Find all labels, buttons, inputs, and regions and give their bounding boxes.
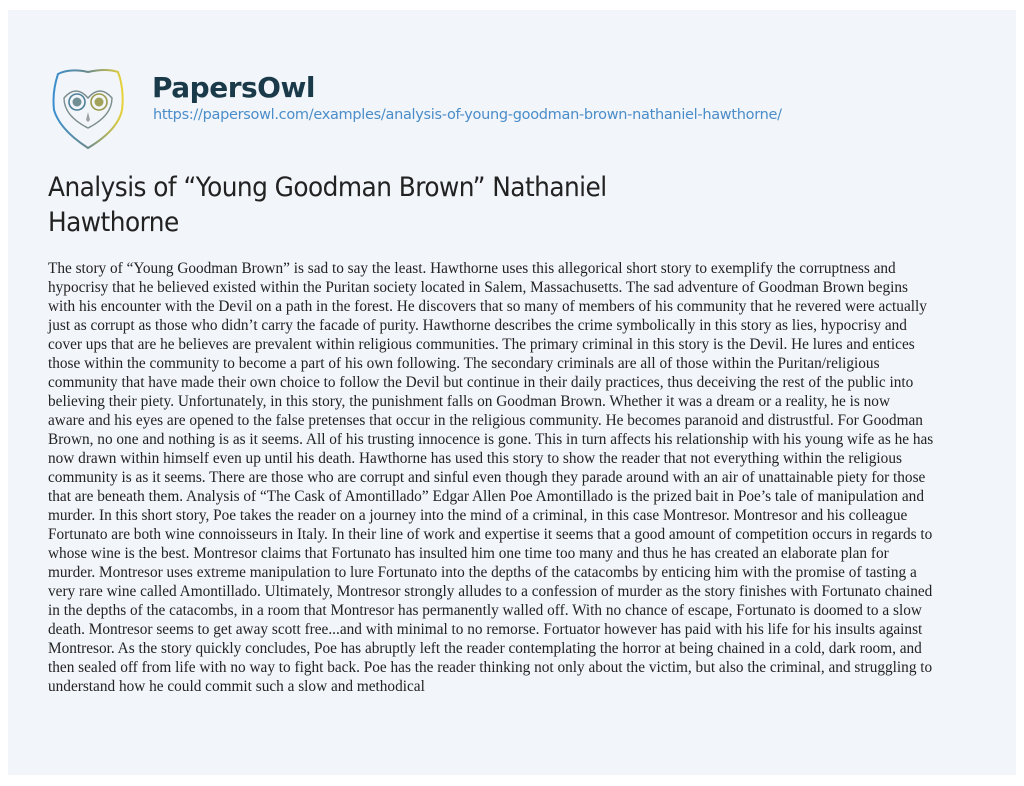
body-line: murder. In this short story, Poe takes the reader on a journey into the mind of a criminal, in this case Montresor. Montresor and his colleague bbox=[48, 507, 908, 524]
brand-name[interactable]: PapersOwl bbox=[152, 71, 315, 104]
body-line: just as corrupt as those who didn’t carry the facade of purity. Hawthorne describes the crime symbolically in this story as lies, hypocrisy and bbox=[48, 317, 907, 334]
body-line: murder. Montresor uses extreme manipulation to lure Fortunato into the depths of the catacombs by enticing him with the promise of tasting a bbox=[48, 564, 917, 581]
body-line: aware and his eyes are opened to the false pretenses that occur in the religious community. He becomes paranoid and distrustful. For Goodman bbox=[48, 412, 923, 429]
body-line: Fortunato are both wine connoisseurs in Italy. In their line of work and expertise it seems that a good amount of competition occurs in regards to bbox=[48, 526, 933, 543]
body-line: hypocrisy that he believed existed within the Puritan society located in Salem, Massachusetts. The sad adventure of Goodman Brown begins bbox=[48, 279, 908, 296]
document-title: Analysis of “Young Goodman Brown” Nathaniel Hawthorne bbox=[48, 172, 607, 238]
body-line: very rare wine called Amontillado. Ultimately, Montresor strongly alludes to a confession of murder as the story finishes with Fortunato chained bbox=[48, 583, 933, 600]
body-line: understand how he could commit such a slow and methodical bbox=[48, 678, 425, 695]
body-line: whose wine is the best. Montresor claims that Fortunato has insulted him one time too many and thus he has created an elaborate plan for bbox=[48, 545, 889, 562]
body-line: with his encounter with the Devil on a path in the forest. He discovers that so many of members of his community that he revered were actually bbox=[48, 298, 927, 315]
body-line: community that have made their own choice to follow the Devil but continue in their daily practices, thus deceiving the rest of the public into bbox=[48, 374, 914, 391]
body-line: The story of “Young Goodman Brown” is sad to say the least. Hawthorne uses this allegorical short story to exemplify the corruptness and bbox=[48, 260, 896, 277]
body-line: Brown, no one and nothing is as it seems. All of his trusting innocence is gone. This in turn affects his relationship with his young wife as he has bbox=[48, 431, 934, 448]
body-line: in the depths of the catacombs, in a room that Montresor has permanently walled off. With no chance of escape, Fortunato is doomed to a slow bbox=[48, 602, 922, 619]
page-url[interactable]: https://papersowl.com/examples/analysis-of-young-goodman-brown-nathaniel-hawthorne/ bbox=[153, 107, 782, 123]
body-line: believing their piety. Unfortunately, in this story, the punishment falls on Goodman Brown. Whether it was a dream or a reality, he is now bbox=[48, 393, 890, 410]
body-line: now drawn within himself even up until his death. Hawthorne has used this story to show the reader that not everything within the religious bbox=[48, 450, 902, 467]
body-line: then sealed off from life with no way to fight back. Poe has the reader thinking not only about the victim, but also the criminal, and struggling to bbox=[48, 659, 933, 676]
body-line: those within the community to become a part of his own following. The secondary criminals are all of those within the Puritan/religious bbox=[48, 355, 880, 372]
owl-icon bbox=[50, 64, 126, 150]
body-line: Montresor. As the story quickly concludes, Poe has abruptly left the reader contemplating the horror at being chained in a cold, dark room, and bbox=[48, 640, 922, 657]
body-line: cover ups that are he believes are prevalent within religious communities. The primary criminal in this story is the Devil. He lures and entices bbox=[48, 336, 915, 353]
body-line: death. Montresor seems to get away scott free...and with minimal to no remorse. Fortuator however has paid with his life for his insults against bbox=[48, 621, 923, 638]
body-line: that are beneath them. Analysis of “The Cask of Amontillado” Edgar Allen Poe Amontillado is the prized bait in Poe’s tale of manipulation and bbox=[48, 488, 924, 505]
document-body bbox=[48, 259, 978, 696]
body-line: community is as it seems. There are those who are corrupt and sinful even though they parade around with an air of unattainable piety for those bbox=[48, 469, 926, 486]
